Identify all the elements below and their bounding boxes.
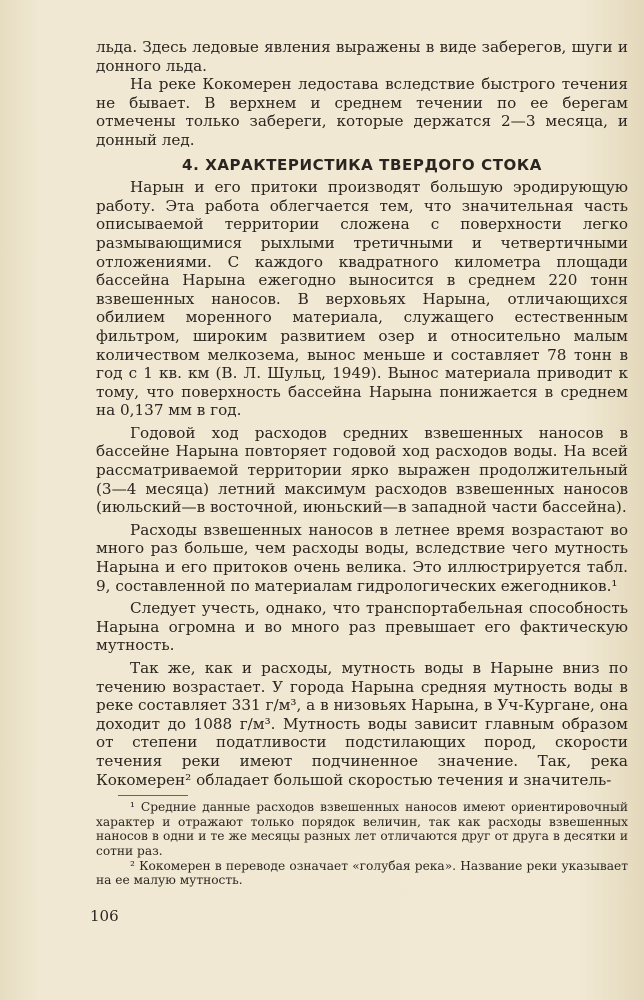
section-title: 4. ХАРАКТЕРИСТИКА ТВЕРДОГО СТОКА bbox=[182, 155, 542, 174]
paragraph-turbidity-downstream: Так же, как и расходы, мутность воды в Нарыне вниз по течению возрастает. У города Нарына средняя мутность воды в реке составляет 331 г/м³, а в низовьях Нарына, в Уч-Кургане, она доходит до 1088 г/м³. Мутность воды зависит главным образом от степени податливости подстилающих пород, скорости течения реки имеют подчиненное значение. Так, река Кокомерен² обладает большой скоростью течения и значитель- bbox=[96, 659, 628, 789]
paragraph-ice-continued: льда. Здесь ледовые явления выражены в виде заберегов, шуги и донного льда. bbox=[96, 38, 628, 75]
paragraph-annual-sediment: Годовой ход расходов средних взвешенных наносов в бассейне Нарына повторяет годовой ход расходов воды. На всей рассматриваемой территории ярко выражен продолжительный (3—4 месяца) летний максимум расходов взвешенных наносов (июльский—в восточной, июньский—в западной части бассейна). bbox=[96, 423, 628, 517]
paragraph-transport-capacity: Следует учесть, однако, что транспортабельная способность Нарына огромна и во много раз превышает его фактическую мутность. bbox=[96, 599, 628, 655]
footnote-2: ² Кокомерен в переводе означает «голубая река». Название реки указывает на ее малую мутность. bbox=[96, 858, 628, 888]
footnote-1: ¹ Средние данные расходов взвешенных наносов имеют ориентировочный характер и отражают только порядок величин, так как расходы взвешенных наносов в одни и те же месяцы разных лет отличаются друг от друга в десятки и сотни раз. bbox=[96, 800, 628, 858]
footnote-divider bbox=[118, 795, 188, 796]
paragraph-kokomeren-ice: На реке Кокомерен ледостава вследствие быстрого течения не бывает. В верхнем и среднем течении по ее берегам отмечены только забереги, которые держатся 2—3 месяца, и донный лед. bbox=[96, 75, 628, 149]
page-number: 106 bbox=[90, 907, 119, 925]
paragraph-summer-turbidity: Расходы взвешенных наносов в летнее время возрастают во много раз больше, чем расходы воды, вследствие чего мутность Нарына и его притоков очень велика. Это иллюстрируется табл. 9, составленной по материалам гидрологических ежегодников.¹ bbox=[96, 520, 628, 595]
page-text-block bbox=[96, 38, 628, 888]
paragraph-erosion: Нарын и его притоки производят большую эродирующую работу. Эта работа облегчается тем, что значительная часть описываемой территории сложена с поверхности легко размывающимися рыхлыми третичными и четвертичными отложениями. С каждого квадратного километра площади бассейна Нарына ежегодно выносится в среднем 220 тонн взвешенных наносов. В верховьях Нарына, отличающихся обилием моренного материала, служащего естественным фильтром, широким развитием озер и относительно малым количеством мелкозема, вынос меньше и составляет 78 тонн в год с 1 кв. км (В. Л. Шульц, 1949). Вынос материала приводит к тому, что поверхность бассейна Нарына понижается в среднем на 0,137 мм в год. bbox=[96, 178, 628, 420]
